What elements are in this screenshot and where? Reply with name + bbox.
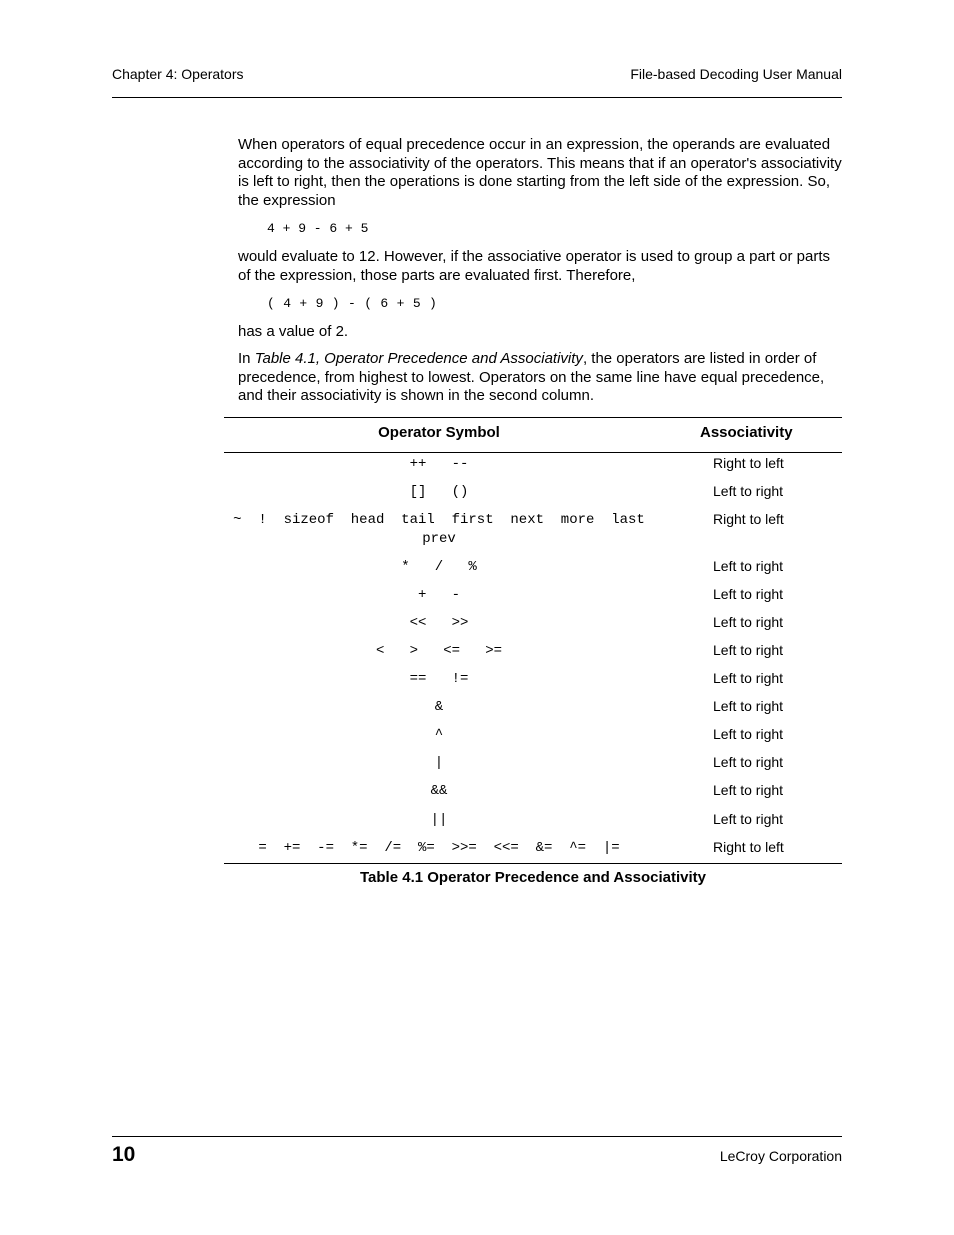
paragraph-table-reference — [238, 350, 842, 406]
table-row-symbol: == != — [409, 671, 469, 687]
table-row-symbol: [] () — [409, 484, 469, 500]
table-row-symbol: = += -= *= /= %= >>= <<= &= ^= |= — [258, 840, 620, 856]
table-row-associativity: Left to right — [713, 782, 784, 798]
running-header-chapter: Chapter 4: Operators — [112, 66, 244, 82]
page-number: 10 — [112, 1143, 136, 1166]
table-row-symbol: ~ ! sizeof head tail first next more last prev — [233, 512, 662, 547]
table-row-associativity: Left to right — [713, 642, 784, 658]
table-row-symbol: ^ — [434, 727, 444, 743]
table-row-symbol: && — [430, 783, 448, 799]
table-row-associativity: Left to right — [713, 586, 784, 602]
table-row-symbol: << >> — [409, 615, 469, 631]
table-row-symbol: * / % — [401, 559, 477, 575]
table-bottom-rule — [224, 863, 842, 864]
table-row-associativity: Right to left — [713, 511, 784, 527]
table-row-associativity: Left to right — [713, 670, 784, 686]
table-row-symbol: | — [434, 755, 444, 771]
table-header-rule — [224, 452, 842, 453]
table-row-associativity: Left to right — [713, 614, 784, 630]
paragraph-associativity-intro: When operators of equal precedence occur in an expression, the operands are evaluated according to the associativity of the operators. This means that if an operator's associativity is left to right, then the operations is done starting from the left side of the expression. So, the expression — [238, 136, 842, 210]
table-row-associativity: Left to right — [713, 698, 784, 714]
table-row-associativity: Left to right — [713, 726, 784, 742]
paragraph-result: has a value of 2. — [238, 323, 349, 340]
table-row-associativity: Right to left — [713, 455, 784, 471]
table-reference-link: Table 4.1, Operator Precedence and Associativity — [254, 350, 583, 367]
code-example-expression: 4 + 9 - 6 + 5 — [267, 221, 369, 236]
table-caption: Table 4.1 Operator Precedence and Associativity — [360, 869, 706, 886]
column-header-associativity: Associativity — [700, 424, 793, 441]
table-row-symbol: ++ -- — [409, 456, 469, 472]
column-header-operator-symbol: Operator Symbol — [378, 424, 500, 441]
table-row-symbol: || — [430, 812, 448, 828]
table-row-associativity: Right to left — [713, 839, 784, 855]
table-row-associativity: Left to right — [713, 558, 784, 574]
table-row-associativity: Left to right — [713, 754, 784, 770]
table-row-associativity: Left to right — [713, 811, 784, 827]
footer-rule — [112, 1136, 842, 1137]
running-header-manual-title: File-based Decoding User Manual — [630, 66, 842, 82]
code-example-grouped: ( 4 + 9 ) - ( 6 + 5 ) — [267, 296, 438, 311]
paragraph-grouping: would evaluate to 12. However, if the associative operator is used to group a part or parts of the expression, those parts are evaluated first. Therefore, — [238, 248, 831, 284]
table-reference-prefix: In — [238, 350, 255, 367]
table-top-rule — [224, 417, 842, 418]
header-rule — [112, 97, 842, 98]
table-row-symbol: & — [434, 699, 444, 715]
table-row-associativity: Left to right — [713, 483, 784, 499]
table-row-symbol: < > <= >= — [375, 643, 503, 659]
table-reference-suffix: , the operators are listed in order of precedence, from highest to lowest. Operators on the same line have equal precedence, and their associativity is shown in the second column. — [238, 350, 825, 405]
table-row-symbol: + - — [417, 587, 460, 603]
footer-company: LeCroy Corporation — [719, 1148, 842, 1164]
